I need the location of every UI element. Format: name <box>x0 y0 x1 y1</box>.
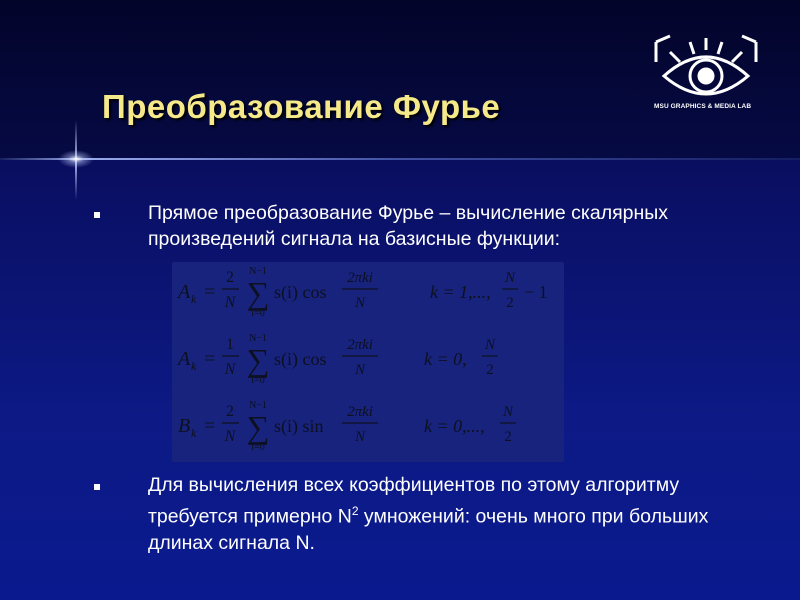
sum-lower-limit: i=0 <box>251 308 265 319</box>
formula-a-0 <box>176 333 498 386</box>
coef-numerator: 2 <box>226 403 234 420</box>
range-suffix: − 1 <box>524 282 548 302</box>
coef-denominator: N <box>224 294 236 311</box>
summation-sign: ∑ <box>246 275 270 311</box>
arg-denominator: N <box>354 362 366 378</box>
sum-upper-limit: N−1 <box>249 400 267 411</box>
title-divider <box>0 158 800 160</box>
formula-lhs-sub: k <box>191 292 197 306</box>
formula-lhs: A <box>178 281 191 303</box>
arg-numerator: 2πki <box>347 404 373 420</box>
range-numerator: N <box>484 337 496 353</box>
range-prefix: k = 0,..., <box>424 416 485 436</box>
formulas-svg <box>172 262 564 462</box>
range-numerator: N <box>502 404 514 420</box>
formula-lhs: B <box>178 415 191 437</box>
range-prefix: k = 1,..., <box>430 282 491 302</box>
slide-title: Преобразование Фурье <box>102 88 501 125</box>
logo-text: MSU GRAPHICS & MEDIA LAB <box>654 103 752 110</box>
sum-lower-limit: i=0 <box>251 375 265 386</box>
equals-sign: = <box>204 415 216 437</box>
coef-numerator: 1 <box>226 336 234 353</box>
equals-sign: = <box>204 348 216 370</box>
range-denominator: 2 <box>506 295 514 311</box>
equals-sign: = <box>204 281 216 303</box>
summand: s(i) sin <box>274 416 324 436</box>
sparkle-decoration <box>58 150 94 168</box>
range-numerator: N <box>504 270 516 286</box>
formula-lhs: A <box>178 348 191 370</box>
sum-upper-limit: N−1 <box>249 266 267 277</box>
summation-sign: ∑ <box>246 342 270 378</box>
arg-numerator: 2πki <box>347 270 373 286</box>
bullet-marker <box>94 484 100 490</box>
formula-panel <box>172 262 564 462</box>
formula-lhs-sub: k <box>191 359 197 373</box>
coef-numerator: 2 <box>226 269 234 286</box>
arg-denominator: N <box>354 295 366 311</box>
sum-lower-limit: i=0 <box>251 442 265 453</box>
arg-denominator: N <box>354 429 366 445</box>
bullet-text-2-part1: Для вычисления всех коэффициентов по этому алгоритму требуется примерно N <box>148 474 680 528</box>
sum-upper-limit: N−1 <box>249 333 267 344</box>
bullet-text-1: Прямое преобразование Фурье – вычисление скалярных произведений сигнала на базисные функции: <box>148 202 669 250</box>
summand: s(i) cos <box>274 349 327 369</box>
formula-lhs-sub: k <box>191 426 197 440</box>
formula-b-k <box>178 400 516 453</box>
bullet-marker <box>94 212 100 218</box>
summation-sign: ∑ <box>246 409 270 445</box>
coef-denominator: N <box>224 361 236 378</box>
bullet-text-2 <box>148 472 773 556</box>
arg-numerator: 2πki <box>347 337 373 353</box>
formula-a-k <box>176 266 548 319</box>
range-denominator: 2 <box>504 429 512 445</box>
superscript-2: 2 <box>351 504 359 518</box>
eye-logo-icon <box>650 32 762 114</box>
range-prefix: k = 0, <box>424 349 467 369</box>
bullet-text-2-part2: умножений: очень много при больших длинах сигнала N. <box>148 505 709 554</box>
summand: s(i) cos <box>274 282 327 302</box>
coef-denominator: N <box>224 428 236 445</box>
range-denominator: 2 <box>486 362 494 378</box>
